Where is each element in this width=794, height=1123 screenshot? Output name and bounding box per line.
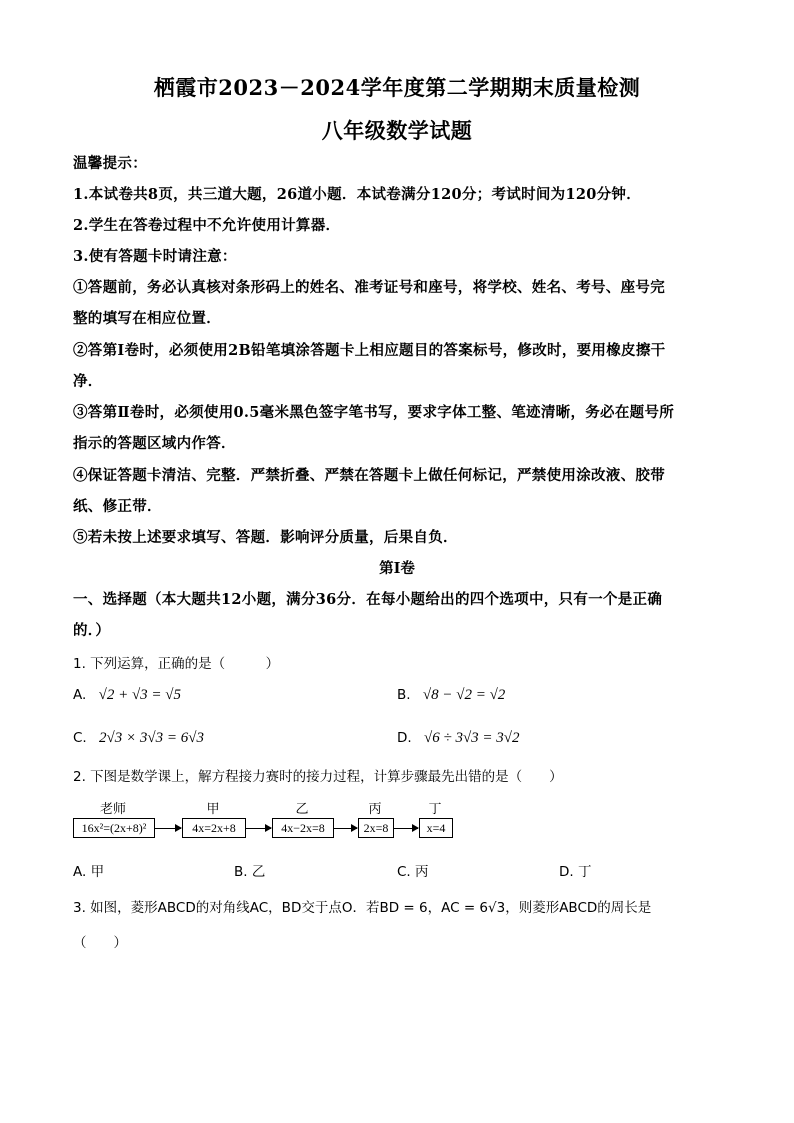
relay-box-yi: 4x−2x=8: [272, 818, 334, 838]
part-heading-line-2: 的．）: [73, 622, 111, 639]
relay-box-jia: 4x=2x+8: [182, 818, 246, 838]
notice-line-7: 净．: [73, 373, 103, 390]
arrow-icon: [154, 828, 181, 829]
q1-option-c: [73, 730, 204, 747]
notice-line-4: ①答题前，务必认真核对条形码上的姓名、准考证号和座号，将学校、姓名、考号、座号完: [73, 279, 665, 296]
notice-line-1: 1.本试卷共8页，共三道大题，26道小题．本试卷满分120分；考试时间为120分钟．: [73, 186, 642, 203]
arrow-icon: [245, 828, 271, 829]
exam-title: 栖霞市2023－2024学年度第二学期期末质量检测: [153, 75, 641, 100]
q2-option-a: A. 甲: [73, 864, 105, 880]
arrow-icon: [393, 828, 418, 829]
q1-option-b-expr: √8 − √2 = √2: [422, 687, 506, 703]
relay-box-bing: 2x=8: [358, 818, 394, 838]
q2-stem: 2. 下图是数学课上，解方程接力赛时的接力过程，计算步骤最先出错的是（ ）: [73, 769, 563, 785]
q2-option-b: B. 乙: [234, 864, 266, 880]
relay-label-jia: 甲: [206, 802, 220, 817]
q1-stem: 1. 下列运算，正确的是（ ）: [73, 656, 280, 672]
notice-line-6: ②答第Ⅰ卷时，必须使用2B铅笔填涂答题卡上相应题目的答案标号，修改时，要用橡皮擦干: [73, 342, 666, 359]
arrow-icon: [333, 828, 357, 829]
notice-line-8: ③答第Ⅱ卷时，必须使用0.5毫米黑色签字笔书写，要求字体工整、笔迹清晰，务必在题号所: [73, 404, 675, 421]
q1-option-d-expr: √6 ÷ 3√3 = 3√2: [423, 730, 520, 746]
notice-line-9: 指示的答题区域内作答．: [73, 435, 236, 452]
q2-option-d: D. 丁: [559, 864, 592, 880]
q3-stem: 3. 如图，菱形ABCD的对角线AC，BD交于点O．若BD = 6，AC = 6√3，则菱形ABCD的周长是: [73, 900, 652, 916]
q1-option-a-label: A.: [73, 687, 87, 703]
relay-label-bing: 丙: [368, 802, 382, 817]
notice-line-11: 纸、修正带．: [73, 498, 162, 515]
exam-subtitle: 八年级数学试题: [321, 118, 473, 143]
q1-option-a: [73, 687, 181, 704]
notice-line-2: 2.学生在答卷过程中不允许使用计算器．: [73, 217, 341, 234]
relay-box-teacher: 16x²=(2x+8)²: [73, 818, 155, 838]
relay-label-teacher: 老师: [99, 802, 126, 817]
part-heading-line-1: 一、选择题（本大题共12小题，满分36分．在每小题给出的四个选项中，只有一个是正确: [73, 591, 663, 608]
q2-option-c: C. 丙: [397, 864, 429, 880]
q1-option-b: [397, 687, 505, 704]
relay-label-ding: 丁: [428, 802, 442, 817]
notice-heading: 温馨提示：: [73, 155, 147, 172]
q1-option-c-expr: 2√3 × 3√3 = 6√3: [99, 730, 204, 746]
volume-label: 第Ⅰ卷: [379, 560, 415, 577]
q1-option-a-expr: √2 + √3 = √5: [98, 687, 182, 703]
notice-line-12: ⑤若未按上述要求填写、答题．影响评分质量，后果自负．: [73, 529, 458, 546]
relay-label-yi: 乙: [295, 802, 309, 817]
q3-stem-cont: （ ）: [73, 935, 127, 951]
notice-line-10: ④保证答题卡清洁、完整．严禁折叠、严禁在答题卡上做任何标记，严禁使用涂改液、胶带: [73, 467, 665, 484]
q1-option-d-label: D.: [397, 730, 412, 746]
relay-box-ding: x=4: [419, 818, 453, 838]
q1-option-b-label: B.: [397, 687, 411, 703]
notice-line-3: 3.使有答题卡时请注意：: [73, 248, 237, 265]
q1-option-c-label: C.: [73, 730, 87, 746]
q1-option-d: [397, 730, 520, 747]
notice-line-5: 整的填写在相应位置．: [73, 310, 221, 327]
